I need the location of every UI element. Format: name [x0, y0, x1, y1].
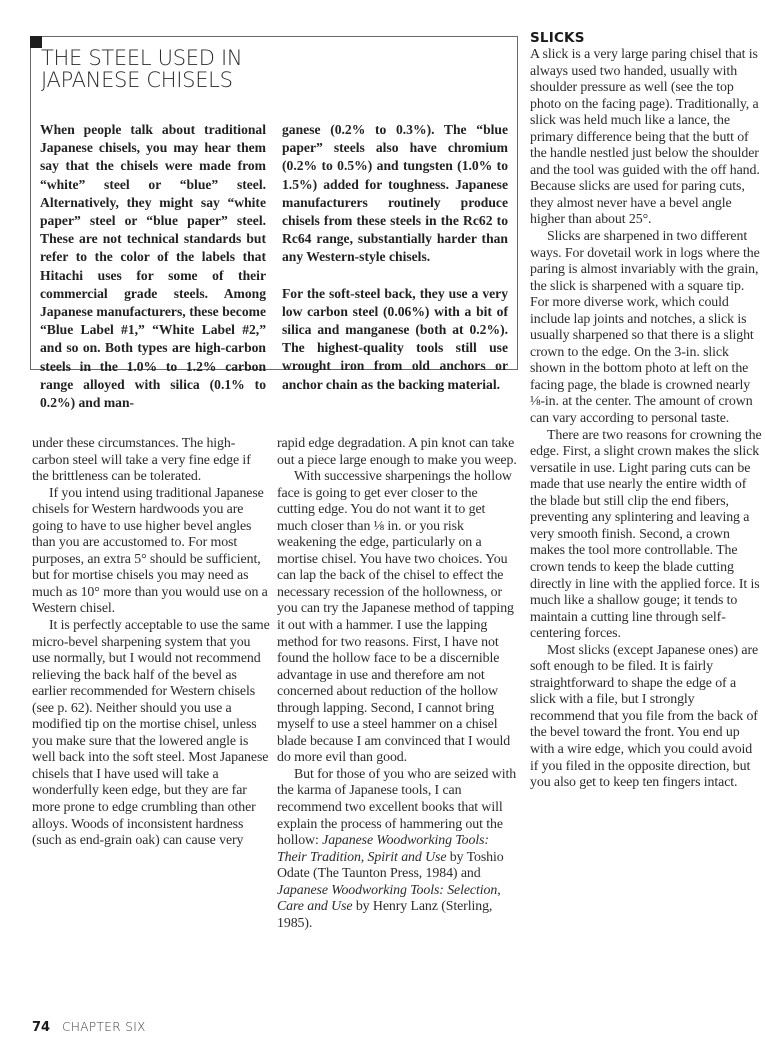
body-paragraph: With successive sharpenings the hollow face is going to get ever closer to the cutting edge. You do not want it to get much closer than ⅛ in. or you risk weakening the edge, particularly on a mortise chisel. You have two choices. You can lap the back of the chisel to effect the necessary recession of the hollowness, or you can try the Japanese method of tapping it out with a hammer. I use the lapping method for two reasons. First, I have not found the hollow face to be a discernible advantage in use and therefore am not concerned about reduction of the hollow through lapping. Second, I cannot bring myself to use a steel hammer on a chisel blade because I am convinced that I would do more evil than good.: [277, 469, 514, 766]
sidebar-columns: [40, 121, 508, 412]
page-number: 74: [32, 1020, 51, 1035]
sidebar-title: [41, 47, 242, 91]
sidebar-title-line-2: JAPANESE CHISELS: [41, 68, 233, 92]
body-paragraph: rapid edge degradation. A pin knot can take out a piece large enough to make you weep.: [277, 436, 517, 468]
body-paragraph: If you intend using traditional Japanese chisels for Western hardwoods you are going to have to use higher bevel angles than you are accustomed to. For most purposes, an extra 5° should be sufficient, but for mortise chisels you may need as much as 10° more than you would use on a Western chisel.: [32, 485, 268, 617]
body-paragraph: under these circumstances. The high-carbon steel will take a very fine edge if the brittleness can be tolerated.: [32, 436, 251, 485]
sidebar-box: [30, 36, 518, 411]
sidebar-paragraph: ganese (0.2% to 0.3%). The “blue paper” steels also have chromium (0.2% to 0.5%) and tungsten (1.0% to 1.5%) added for toughness. Japanese manufacturers routinely produce chisels from these steels in the Rc62 to Rc64 range, substantially harder than any Western-style chisels.: [282, 122, 508, 265]
body-paragraph: A slick is a very large paring chisel that is always used two handed, usually with shoulder pressure as well (see the top photo on the facing page). Traditionally, a slick was held much like a lance, the primary difference being that the butt of the handle nestled just below the shoulder and the tool was guided with the off hand. Because slicks are used for paring cuts, they almost never have a bevel angle higher than about 25°.: [530, 47, 760, 228]
sidebar-title-line-1: THE STEEL USED IN: [41, 46, 243, 70]
body-paragraph: Most slicks (except Japanese ones) are soft enough to be filed. It is fairly straightforward to shape the edge of a slick with a file, but I strongly recommend that you file from the back of the bevel toward the front. You end up with a wire edge, which you could avoid if you filed in the opposite direction, but you also get to keep ten fingers intact.: [530, 642, 759, 791]
body-paragraph: There are two reasons for crowning the edge. First, a slight crown makes the slick versatile in use. Light paring cuts can be made that use nearly the entire width of the blade but still clip the end fibers, preventing any splintering and leaving a very smooth finish. Second, a crown makes the tool more controllable. The crown tends to keep the blade cutting directly in line with the applied force. It is much like a shallow gouge; it tends to maintain a cutting line through self-centering forces.: [530, 427, 762, 642]
book-title: Japanese Woodworking Tools: Their Tradition, Spirit and Use: [277, 833, 489, 865]
sidebar-paragraph: When people talk about traditional Japanese chisels, you may hear them say that the chisels were made from “white” steel or “blue” steel. Alternatively, they might say “white paper” steel or “blue paper” steel. These are not technical standards but refer to the color of the labels that Hitachi uses for some of their commercial grade steels. Among Japanese manufacturers, these become “Blue Label #1,” “White Label #2,” and so on. Both types are high-carbon steels in the 1.0% to 1.2% carbon range alloyed with silica (0.1% to 0.2%) and man-: [40, 122, 266, 411]
text-run: But for those of you who are seized with the karma of Japanese tools, I can recommend two excellent books that will explain the process of hammering out the hollow:: [277, 766, 517, 849]
page-footer: [32, 1020, 146, 1035]
sidebar-column-2: [282, 121, 508, 412]
body-column-left: [32, 436, 270, 850]
body-column-middle: [277, 436, 517, 932]
text-run: by Toshio Odate (The Taunton Press, 1984) and: [277, 849, 504, 882]
chapter-label: CHAPTER SIX: [62, 1020, 146, 1034]
body-paragraph-book-references: [277, 767, 517, 932]
book-title: Japanese Woodworking Tools: Selection, Care and Use: [277, 882, 501, 915]
sidebar-column-1: [40, 121, 266, 412]
body-column-right: [530, 30, 762, 792]
body-paragraph: It is perfectly acceptable to use the same micro-bevel sharpening system that you use normally, but I would not recommend relieving the back half of the bevel as earlier recommended for Western chisels (see p. 62). Neither should you use a modified tip on the mortise chisel, unless you make sure that the lowered angle is well back into the soft steel. Most Japanese chisels that I have used will take a wonderfully keen edge, but they are far more prone to edge crumbling than other alloys. Woods of inconsistent hardness (such as end-grain oak) can cause very: [32, 618, 270, 849]
section-heading: SLICKS: [530, 30, 585, 46]
sidebar-paragraph: For the soft-steel back, they use a very low carbon steel (0.06%) with a bit of silica and manganese (both at 0.2%). The highest-quality tools still use wrought iron from old anchors or anchor chain as the backing material.: [282, 285, 508, 392]
body-paragraph: Slicks are sharpened in two different ways. For dovetail work in logs where the paring is almost invariably with the grain, the slick is sharpened with a square tip. For more diverse work, which could include lap joints and notches, a slick is usually sharpened so that there is a slight crown to the edge. On the 3-in. slick shown in the bottom photo at left on the facing page, the blade is crowned nearly ⅛-in. at the center. The amount of crown can vary according to personal taste.: [530, 229, 760, 427]
text-run: by Henry Lanz (Sterling, 1985).: [277, 899, 493, 931]
